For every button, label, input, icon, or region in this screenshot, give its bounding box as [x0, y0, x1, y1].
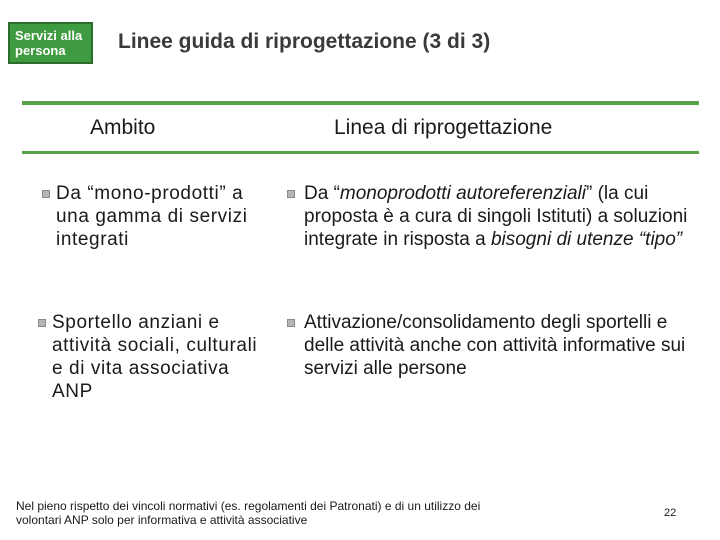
footnote: Nel pieno rispetto dei vincoli normativi (es. regolamenti dei Patronati) e di un utilizzo dei volontari ANP solo per informativa e attività associative: [16, 499, 481, 527]
row-1-linea: [287, 182, 707, 251]
row-1-linea-pre: Da “: [304, 183, 340, 204]
row-1-linea-emphasis-1: monoprodotti autoreferenziali: [339, 183, 586, 204]
logo-line-2: persona: [15, 43, 66, 58]
logo-line-1: Servizi alla: [15, 28, 83, 43]
row-2-linea-text: Attivazione/consolidamento degli sportelli e delle attività anche con attività informative sui servizi alle persone: [304, 312, 686, 379]
column-header-linea: Linea di riprogettazione: [334, 116, 553, 139]
row-1-ambito: [42, 182, 267, 251]
row-1-linea-mid: ” (la cui proposta è a cura di singoli Istituti) a soluzioni integrate in risposta a: [304, 183, 688, 250]
row-1-linea-text: [287, 182, 707, 251]
row-1-ambito-text: Da “mono-prodotti” a una gamma di servizi integrati: [56, 183, 248, 250]
square-bullet-icon: [38, 319, 46, 327]
row-2-ambito: [38, 311, 263, 403]
column-header-ambito: Ambito: [90, 116, 156, 139]
table-header-rule: [22, 151, 699, 154]
square-bullet-icon: [287, 319, 295, 327]
slide-title: Linee guida di riprogettazione (3 di 3): [118, 30, 491, 53]
square-bullet-icon: [287, 190, 295, 198]
row-2-ambito-text: Sportello anziani e attività sociali, culturali e di vita associativa ANP: [52, 312, 258, 402]
page-number: 22: [664, 507, 677, 519]
square-bullet-icon: [42, 190, 50, 198]
row-1-linea-emphasis-2: bisogni di utenze “tipo”: [490, 229, 683, 250]
table-top-rule: [22, 101, 699, 105]
brand-logo: [8, 22, 93, 64]
row-2-linea: [287, 311, 707, 380]
